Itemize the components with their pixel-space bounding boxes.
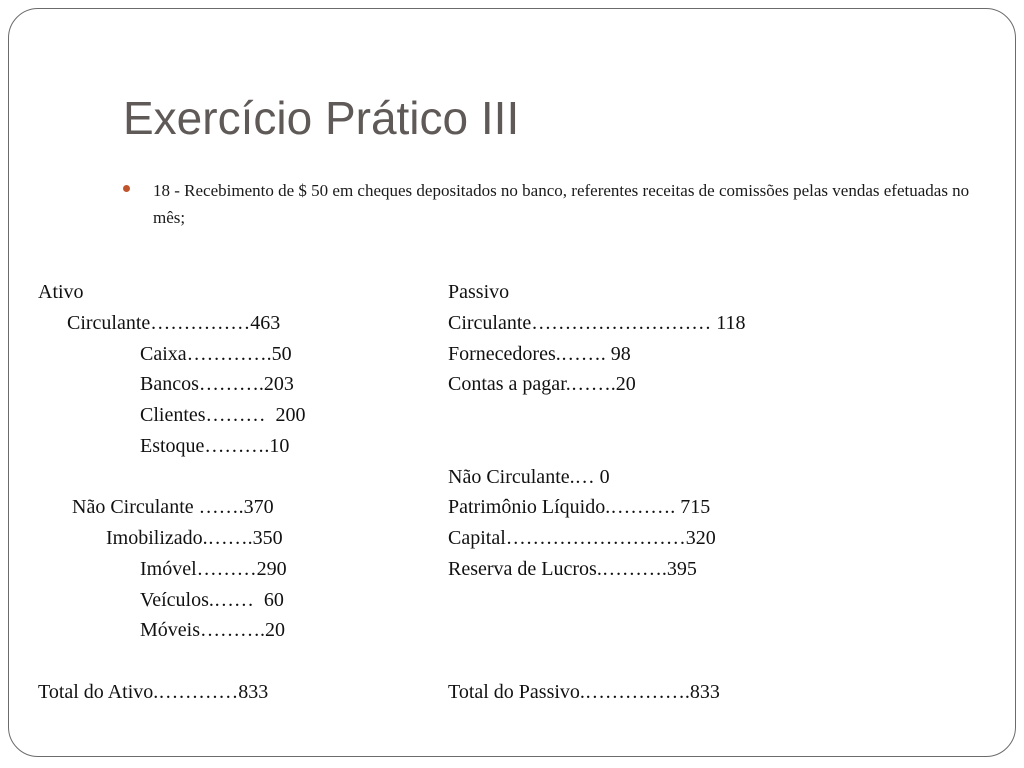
ativo-heading: Ativo — [38, 281, 84, 303]
ativo-circulante: Circulante……………463 — [67, 312, 281, 334]
patrimonio-reserva-lucros: Reserva de Lucros.……….395 — [448, 558, 697, 580]
bullet-text: 18 - Recebimento de $ 50 em cheques depositados no banco, referentes receitas de comissões pelas vendas efetuadas no mês; — [153, 181, 970, 227]
ativo-clientes: Clientes……… 200 — [140, 404, 306, 426]
ativo-bancos: Bancos……….203 — [140, 373, 294, 395]
ativo-imovel: Imóvel………290 — [140, 558, 287, 580]
passivo-total: Total do Passivo.…………….833 — [448, 681, 720, 703]
passivo-circulante: Circulante……………………… 118 — [448, 312, 746, 334]
bullet-dot-icon — [123, 185, 130, 192]
patrimonio-capital: Capital………………………320 — [448, 527, 716, 549]
patrimonio-liquido: Patrimônio Líquido.………. 715 — [448, 496, 711, 518]
ativo-imobilizado: Imobilizado.…….350 — [106, 527, 283, 549]
ativo-moveis: Móveis……….20 — [140, 619, 285, 641]
ativo-caixa: Caixa………….50 — [140, 343, 292, 365]
slide-title: Exercício Prático III — [123, 92, 520, 144]
passivo-nao-circulante: Não Circulante.… 0 — [448, 466, 610, 488]
passivo-heading: Passivo — [448, 281, 510, 303]
ativo-nao-circulante: Não Circulante …….370 — [72, 496, 274, 518]
ativo-total: Total do Ativo.…………833 — [38, 681, 269, 703]
passivo-fornecedores: Fornecedores.……. 98 — [448, 343, 631, 365]
ativo-estoque: Estoque……….10 — [140, 435, 290, 457]
passivo-contas-a-pagar: Contas a pagar.…….20 — [448, 373, 636, 395]
ativo-veiculos: Veículos.…… 60 — [140, 589, 284, 611]
